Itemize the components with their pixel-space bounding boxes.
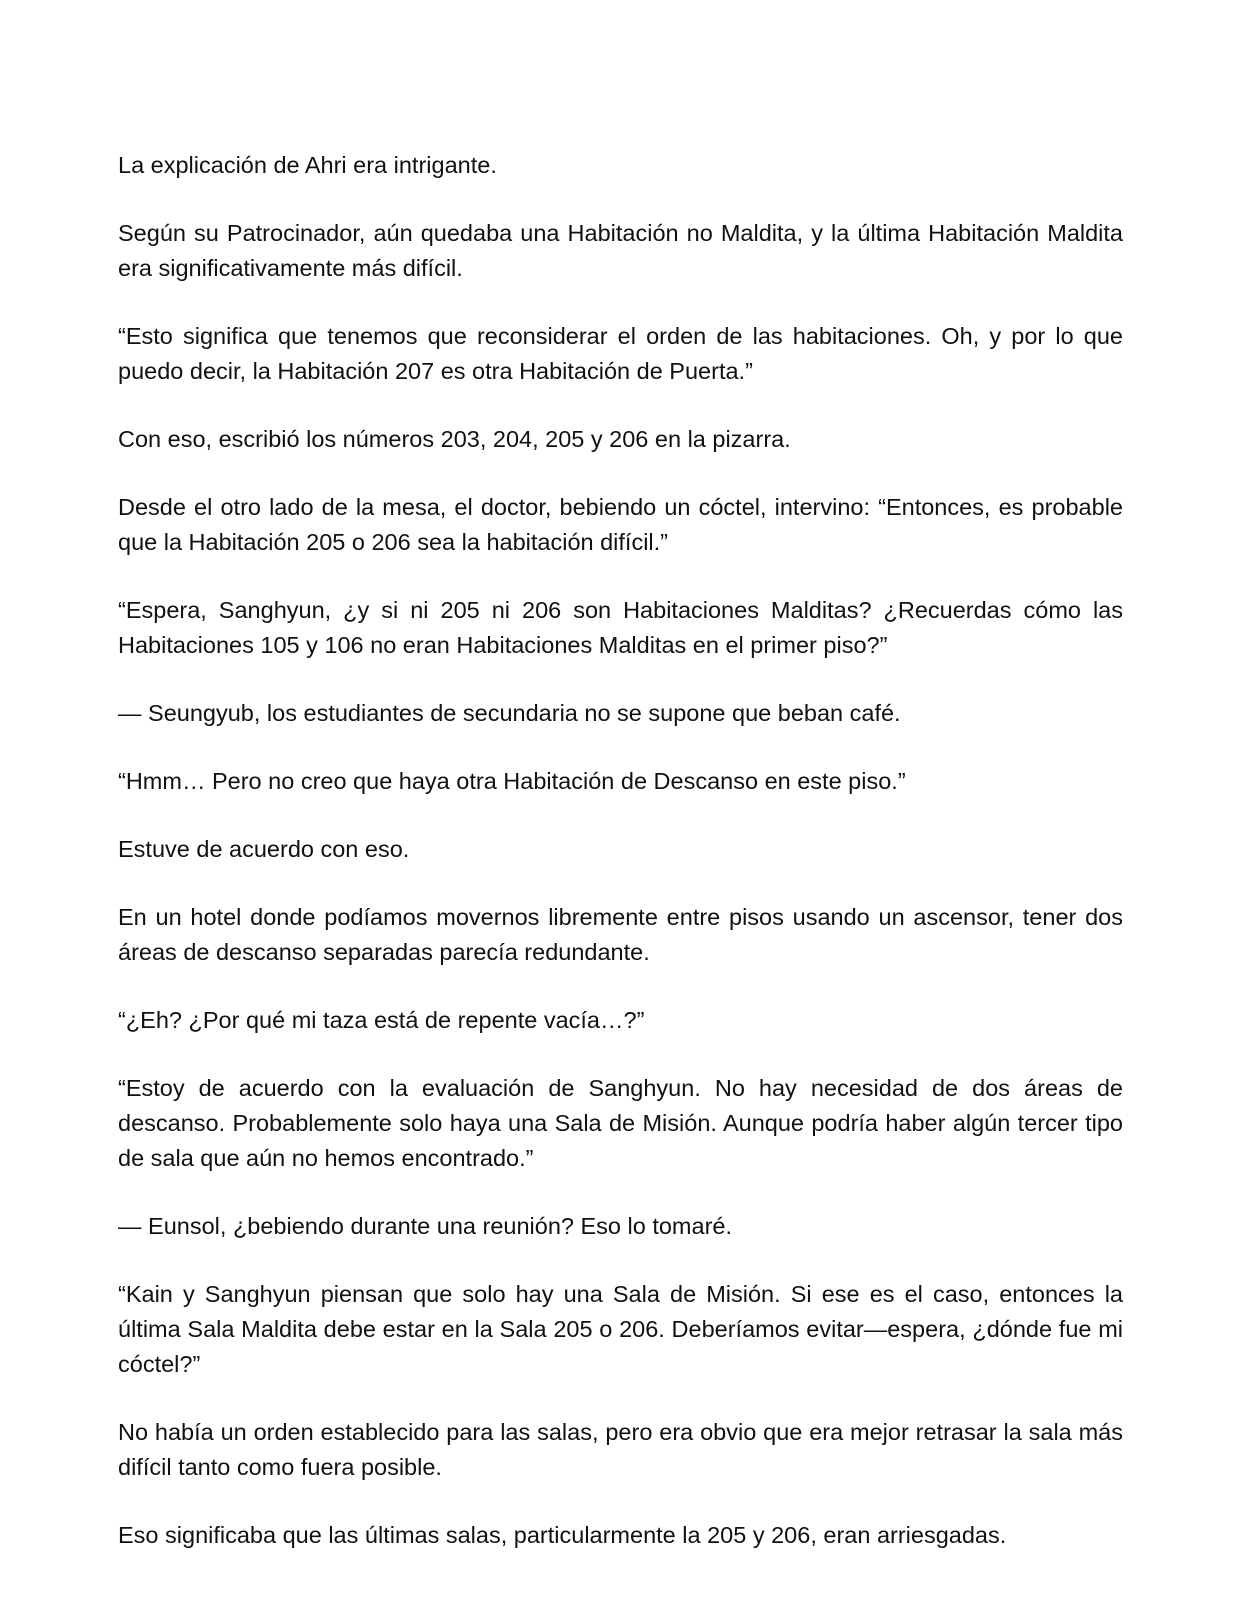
- paragraph-9: Estuve de acuerdo con eso.: [118, 836, 410, 862]
- paragraph-7: — Seungyub, los estudiantes de secundaria no se supone que beban café.: [118, 700, 901, 726]
- paragraph-1: La explicación de Ahri era intrigante.: [118, 152, 497, 178]
- paragraph-13: — Eunsol, ¿bebiendo durante una reunión? Eso lo tomaré.: [118, 1213, 733, 1239]
- paragraph-3: “Esto significa que tenemos que reconsiderar el orden de las habitaciones. Oh, y por lo que puedo decir, la Habitación 207 es otra Habitación de Puerta.”: [118, 323, 1123, 384]
- paragraph-2: Según su Patrocinador, aún quedaba una Habitación no Maldita, y la última Habitación Maldita era significativamente más difícil.: [118, 220, 1123, 281]
- paragraph-5: Desde el otro lado de la mesa, el doctor, bebiendo un cóctel, intervino: “Entonces, es probable que la Habitación 205 o 206 sea la habitación difícil.”: [118, 494, 1123, 555]
- paragraph-16: Eso significaba que las últimas salas, particularmente la 205 y 206, eran arriesgadas.: [118, 1522, 1007, 1548]
- paragraph-4: Con eso, escribió los números 203, 204, 205 y 206 en la pizarra.: [118, 426, 791, 452]
- paragraph-14: “Kain y Sanghyun piensan que solo hay una Sala de Misión. Si ese es el caso, entonces la última Sala Maldita debe estar en la Sala 205 o 206. Deberíamos evitar—espera, ¿dónde fue mi cóctel?”: [118, 1281, 1123, 1377]
- paragraph-8: “Hmm… Pero no creo que haya otra Habitación de Descanso en este piso.”: [118, 768, 906, 794]
- paragraph-12: “Estoy de acuerdo con la evaluación de Sanghyun. No hay necesidad de dos áreas de descanso. Probablemente solo haya una Sala de Misión. Aunque podría haber algún tercer tipo de sala que aún no hemos encontrado.”: [118, 1075, 1123, 1171]
- paragraph-11: “¿Eh? ¿Por qué mi taza está de repente vacía…?”: [118, 1007, 645, 1033]
- paragraph-15: No había un orden establecido para las salas, pero era obvio que era mejor retrasar la sala más difícil tanto como fuera posible.: [118, 1419, 1123, 1480]
- paragraph-6: “Espera, Sanghyun, ¿y si ni 205 ni 206 son Habitaciones Malditas? ¿Recuerdas cómo las Habitaciones 105 y 106 no eran Habitaciones Malditas en el primer piso?”: [118, 597, 1123, 658]
- document-body: [118, 148, 1123, 1553]
- paragraph-10: En un hotel donde podíamos movernos libremente entre pisos usando un ascensor, tener dos áreas de descanso separadas parecía redundante.: [118, 904, 1123, 965]
